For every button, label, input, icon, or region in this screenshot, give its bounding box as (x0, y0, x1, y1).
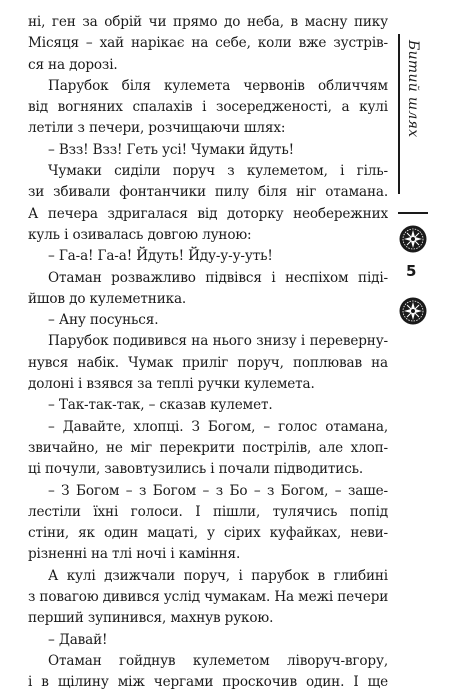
text-line: А кулі дзижчали поруч, і парубок в глибині (48, 567, 388, 584)
page-number: 5 (406, 262, 417, 280)
text-line: куль і озивалась довгою луною: (28, 226, 252, 243)
text-line: ці почули, завовтузились і почали підводитись. (28, 461, 364, 478)
text-line: летіли з печери, розчищаючи шлях: (28, 120, 286, 137)
text-line: різненні на тлі ночі і каміння. (28, 546, 241, 563)
running-title: Битий шлях (405, 40, 421, 138)
text-line: – Давай! (48, 631, 108, 648)
text-line: – Так-так-так, – сказав кулемет. (48, 397, 273, 414)
text-line: Отаман розважливо підвівся і неспіхом піді- (48, 269, 388, 286)
text-line: Отаман гойднув кулеметом ліворуч-вгору, (48, 652, 388, 669)
text-line: – Давайте, хлопці. З Богом, – голос отамана, (48, 418, 388, 435)
text-line: Парубок подивився на нього знизу і переверну- (48, 333, 388, 350)
margin-rule-vertical (398, 34, 400, 194)
text-line: долоні і взявся за теплі ручки кулемета. (28, 376, 315, 393)
text-line: ся на дорозі. (28, 56, 118, 73)
text-line: Чумаки сиділи поруч з кулеметом, і гіль- (48, 163, 388, 180)
text-line: ні, ген за обрій чи прямо до неба, в масну пику (28, 14, 388, 30)
ornament-icon (399, 297, 427, 325)
text-line: – Га-а! Га-а! Йдуть! Йду-у-у-уть! (48, 248, 273, 265)
text-line: йшов до кулеметника. (28, 290, 187, 307)
text-line: від вогняних спалахів і зосередженості, а кулі (28, 99, 388, 116)
text-line: з повагою дивився услід чумакам. На межі печери (28, 589, 389, 606)
text-line: і в щілину між чергами проскочив один. І ще (28, 674, 388, 691)
text-line: лестіли їхні голоси. І пішли, тулячись попід (28, 503, 388, 520)
text-line: стіни, як один мацаті, у сірих куфайках, неви- (28, 525, 388, 542)
text-line: зи збивали фонтанчики пилу біля ніг отамана. (28, 184, 388, 201)
text-line: Місяця – хай нарікає на себе, коли вже зустрів- (28, 35, 388, 52)
main-text (28, 12, 388, 694)
text-line: А печера здригалася від доторку необережних (28, 205, 388, 222)
text-line: – Ану посунься. (48, 312, 159, 329)
margin-rule-horizontal (398, 212, 428, 214)
text-line: Парубок біля кулемета червонів обличчям (48, 77, 388, 94)
text-line: – З Богом – з Богом – з Бо – з Богом, – заше- (48, 482, 388, 499)
text-line: перший зупинився, махнув рукою. (28, 610, 274, 627)
text-line: нувся набік. Чумак приліг поруч, поплював на (28, 354, 388, 371)
ornament-icon (399, 225, 427, 253)
text-line: – Взз! Взз! Геть усі! Чумаки йдуть! (48, 141, 294, 158)
text-line: звичайно, не міг перекрити пострілів, але хлоп- (28, 439, 388, 456)
side-margin (398, 0, 455, 630)
